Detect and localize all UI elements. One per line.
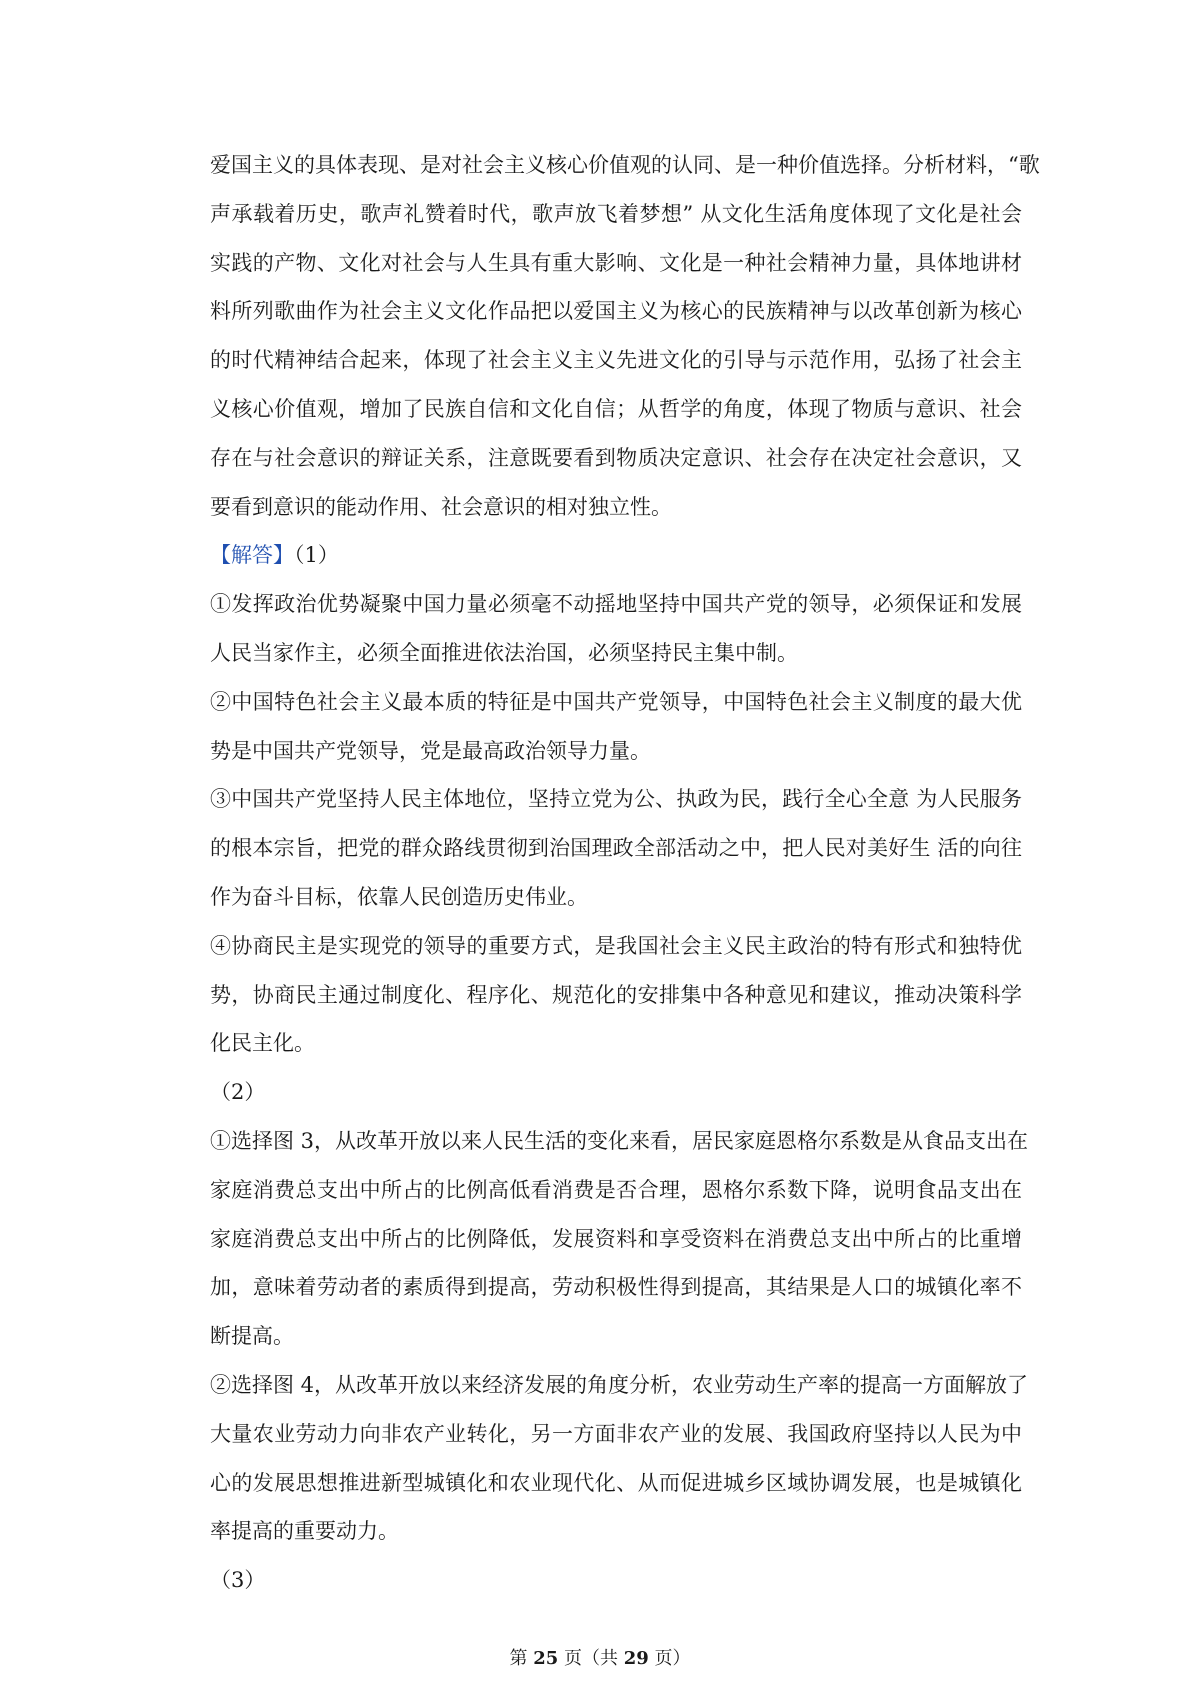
answer-item-3 xyxy=(210,779,1022,917)
text-line: 家庭消费总支出中所占的比例高低看消费是否合理，恩格尔系数下降，说明食品支出在 xyxy=(210,1177,1022,1202)
text-line: 作为奋斗目标，依靠人民创造历史伟业。 xyxy=(210,884,588,909)
text-line: 要看到意识的能动作用、社会意识的相对独立性。 xyxy=(210,494,672,519)
text-line: ①选择图 3，从改革开放以来人民生活的变化来看，居民家庭恩格尔系数是从食品支出在 xyxy=(210,1128,1029,1153)
total-page-number: 29 xyxy=(623,1648,649,1669)
answer-item-2 xyxy=(210,682,1022,771)
text-line: 爱国主义的具体表现、是对社会主义核心价值观的认同、是一种价值选择。分析材料，“歌 xyxy=(210,153,1040,177)
text-line: 义核心价值观，增加了民族自信和文化自信；从哲学的角度，体现了物质与意识、社会 xyxy=(210,396,1022,421)
text-line: 化民主化。 xyxy=(210,1031,315,1056)
part-2-item-1 xyxy=(210,1121,1029,1356)
analysis-paragraph xyxy=(210,145,1040,527)
text-line: 人民当家作主，必须全面推进依法治国，必须坚持民主集中制。 xyxy=(210,640,798,665)
page-footer xyxy=(0,1647,1200,1671)
answer-item-1 xyxy=(210,584,1022,673)
text-line: 存在与社会意识的辩证关系，注意既要看到物质决定意识、社会存在决定社会意识，又 xyxy=(210,445,1022,470)
text-line: 的时代精神结合起来，体现了社会主义主义先进文化的引导与示范作用，弘扬了社会主 xyxy=(210,348,1022,373)
text-line: ③中国共产党坚持人民主体地位，坚持立党为公、执政为民，践行全心全意 为人民服务 xyxy=(210,787,1022,812)
text-line: 势是中国共产党领导，党是最高政治领导力量。 xyxy=(210,738,651,763)
answer-item-4 xyxy=(210,926,1022,1064)
text-line: 势，协商民主通过制度化、程序化、规范化的安排集中各种意见和建议，推动决策科学 xyxy=(210,982,1022,1007)
text-line: ②中国特色社会主义最本质的特征是中国共产党领导，中国特色社会主义制度的最大优 xyxy=(210,689,1022,714)
text-line: 料所列歌曲作为社会主义文化作品把以爱国主义为核心的民族精神与以改革创新为核心 xyxy=(210,299,1022,324)
part-2-item-2 xyxy=(210,1365,1029,1551)
text-line: ①发挥政治优势凝聚中国力量必须毫不动摇地坚持中国共产党的领导，必须保证和发展 xyxy=(210,592,1022,617)
footer-prefix: 第 xyxy=(509,1648,534,1669)
text-line: 加，意味着劳动者的素质得到提高，劳动积极性得到提高，其结果是人口的城镇化率不 xyxy=(210,1275,1022,1300)
current-page-number: 25 xyxy=(533,1648,559,1669)
text-line: ②选择图 4，从改革开放以来经济发展的角度分析，农业劳动生产率的提高一方面解放了 xyxy=(210,1372,1029,1397)
text-line: 大量农业劳动力向非农产业转化，另一方面非农产业的发展、我国政府坚持以人民为中 xyxy=(210,1421,1022,1446)
text-line: ④协商民主是实现党的领导的重要方式，是我国社会主义民主政治的特有形式和独特优 xyxy=(210,933,1022,958)
answer-tag: 【解答】 xyxy=(210,543,294,568)
part-label: （1） xyxy=(294,543,339,568)
text-line: 家庭消费总支出中所占的比例降低，发展资料和享受资料在消费总支出中所占的比重增 xyxy=(210,1226,1022,1251)
answer-heading xyxy=(210,535,1022,575)
page-content xyxy=(210,145,1040,1609)
text-line: 断提高。 xyxy=(210,1324,294,1349)
text-line: 声承载着历史，歌声礼赞着时代，歌声放飞着梦想” 从文化生活角度体现了文化是社会 xyxy=(210,201,1022,226)
text-line: 率提高的重要动力。 xyxy=(210,1519,399,1544)
text-line: 心的发展思想推进新型城镇化和农业现代化、从而促进城乡区域协调发展，也是城镇化 xyxy=(210,1470,1022,1495)
text-line: 实践的产物、文化对社会与人生具有重大影响、文化是一种社会精神力量，具体地讲材 xyxy=(210,250,1022,275)
footer-suffix: 页） xyxy=(648,1648,691,1669)
text-line: 的根本宗旨，把党的群众路线贯彻到治国理政全部活动之中，把人民对美好生 活的向往 xyxy=(210,836,1022,861)
part-3-label: （3） xyxy=(210,1568,266,1593)
footer-middle: 页（共 xyxy=(558,1648,624,1669)
part-2-label: （2） xyxy=(210,1080,266,1105)
